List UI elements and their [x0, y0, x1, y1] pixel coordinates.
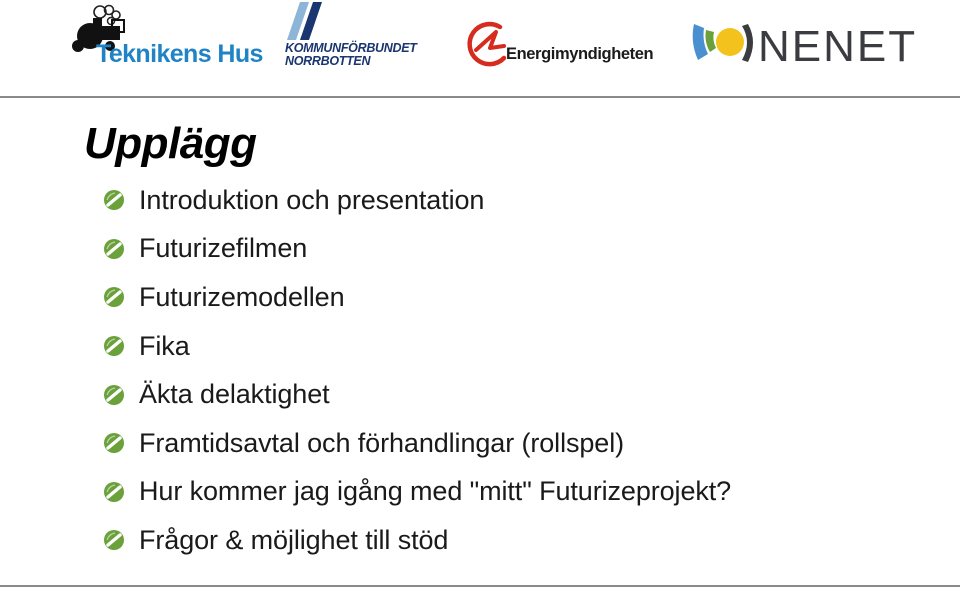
kommunforbundet-line2: NORRBOTTEN: [285, 54, 371, 68]
green-check-bullet-icon: [103, 286, 125, 308]
agenda-item-text: Fika: [139, 330, 190, 361]
agenda-item-text: Frågor & möjlighet till stöd: [139, 524, 449, 555]
green-check-bullet-icon: [103, 335, 125, 357]
agenda-item-fika: [103, 322, 731, 371]
kommunforbundet-norrbotten-logo: [282, 2, 442, 70]
agenda-item-text: Äkta delaktighet: [139, 379, 330, 410]
slide-title: Upplägg: [84, 119, 257, 168]
green-check-bullet-icon: [103, 238, 125, 260]
diagonal-stripes-icon: [282, 2, 342, 42]
green-check-bullet-icon: [103, 384, 125, 406]
agenda-item-framtidsavtal: [103, 419, 731, 468]
energimyndigheten-wordmark: Energimyndigheten: [506, 45, 654, 63]
teknikens-hus-wordmark: Teknikens Hus: [96, 40, 263, 68]
teknikens-hus-logo: [70, 4, 263, 70]
agenda-list: [103, 176, 731, 565]
green-check-bullet-icon: [103, 481, 125, 503]
agenda-item-fragor: [103, 516, 731, 565]
agenda-item-futurizemodellen: [103, 273, 731, 322]
sun-rays-icon: [690, 14, 756, 70]
bottom-divider: [0, 585, 960, 587]
green-check-bullet-icon: [103, 189, 125, 211]
green-check-bullet-icon: [103, 529, 125, 551]
energimyndigheten-logo: [464, 20, 669, 72]
agenda-item-text: Futurizemodellen: [139, 281, 345, 312]
agenda-item-text: Framtidsavtal och förhandlingar (rollspel): [139, 427, 625, 458]
agenda-item-text: Introduktion och presentation: [139, 184, 485, 215]
agenda-item-komma-igang: [103, 468, 731, 517]
nenet-logo: [690, 14, 918, 76]
green-check-bullet-icon: [103, 432, 125, 454]
agenda-item-text: Futurizefilmen: [139, 233, 308, 264]
agenda-item-text: Hur kommer jag igång med "mitt" Futurizeprojekt?: [139, 476, 732, 507]
nenet-wordmark: NENET: [758, 22, 918, 71]
kommunforbundet-line1: KOMMUNFÖRBUNDET: [285, 41, 417, 55]
logo-bar: [0, 0, 960, 92]
agenda-item-futurizefilmen: [103, 225, 731, 274]
agenda-item-introduktion: [103, 176, 731, 225]
red-swoosh-icon: [464, 20, 510, 70]
agenda-item-akta-delaktighet: [103, 370, 731, 419]
top-divider: [0, 96, 960, 98]
